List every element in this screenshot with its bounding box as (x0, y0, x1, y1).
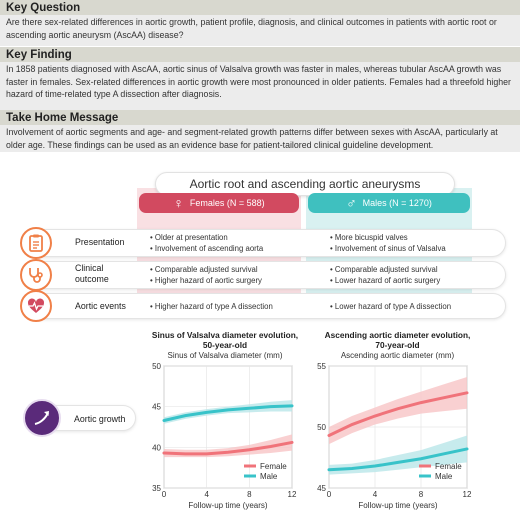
chart1-title: Sinus of Valsalva diameter evolution, 50-year-old (151, 330, 299, 350)
chart1-ylabel: Sinus of Valsalva diameter (mm) (167, 351, 283, 360)
chart1-ytick-label: 45 (152, 402, 161, 412)
key-question-text: Are there sex-related differences in aortic growth, patient profile, diagnosis, and clinical outcomes in patients with aortic root or ascending aortic aneurysm (AscAA) disease? (0, 15, 520, 46)
chart2-xlabel: Follow-up time (years) (358, 501, 438, 510)
chart2-xtick-label: 12 (462, 490, 472, 499)
male-presentation-1: • More bicuspid valves (330, 233, 408, 242)
chart2-xtick-label: 4 (372, 490, 378, 499)
figure-title: Aortic root and ascending aortic aneurysms (155, 172, 455, 196)
stethoscope-icon (20, 259, 52, 291)
take-home-heading: Take Home Message (0, 110, 520, 125)
female-outcome-2: • Higher hazard of aortic surgery (150, 276, 262, 285)
graphical-abstract (0, 152, 520, 513)
key-finding-heading: Key Finding (0, 47, 520, 62)
row-label-presentation: Presentation (75, 237, 125, 247)
row-label-aortic-growth: Aortic growth (74, 414, 126, 424)
row-label-clinical-outcome: Clinical outcome (75, 263, 109, 284)
key-finding-section (0, 47, 520, 110)
male-outcome-1: • Comparable adjusted survival (330, 265, 438, 274)
male-outcome-2: • Lower hazard of aortic surgery (330, 276, 441, 285)
males-header (308, 193, 470, 213)
row-label-aortic-events: Aortic events (75, 301, 126, 311)
trend-arrow-icon (23, 399, 61, 437)
females-header (139, 193, 299, 213)
chart2-ascending-aorta (305, 360, 475, 510)
chart2-xtick-label: 0 (326, 490, 332, 499)
key-question-section (0, 0, 520, 46)
chart1-legend-label: Female (260, 462, 287, 471)
female-presentation-2: • Involvement of ascending aorta (150, 244, 264, 253)
chart2-legend-label: Female (435, 462, 462, 471)
chart2-ytick-label: 50 (317, 423, 326, 432)
take-home-text: Involvement of aortic segments and age- and segment-related growth patterns differ between sexes with AscAA, particularly at older age. These findings can be used as an evidence base for patient-tailored clinical guideline development. (0, 125, 520, 162)
female-presentation-1: • Older at presentation (150, 233, 228, 242)
chart1-ytick-label: 35 (152, 484, 161, 493)
chart2-legend-label: Male (435, 472, 453, 481)
chart1-sinus-valsalva (140, 360, 300, 510)
chart2-ytick-label: 55 (317, 362, 326, 371)
female-symbol-icon: ♀ (173, 195, 184, 211)
chart2-ylabel: Ascending aortic diameter (mm) (340, 351, 455, 360)
heart-pulse-icon (20, 290, 52, 322)
key-question-heading: Key Question (0, 0, 520, 15)
chart1-xtick-label: 8 (247, 490, 252, 499)
male-events-1: • Lower hazard of type A dissection (330, 302, 452, 311)
chart1-ytick-label: 50 (152, 362, 161, 371)
chart1-xtick-label: 0 (161, 490, 167, 499)
clipboard-icon (20, 227, 52, 259)
chart2-title: Ascending aortic diameter evolution, 70-year-old (324, 330, 471, 350)
female-events-1: • Higher hazard of type A dissection (150, 302, 273, 311)
chart1-legend-label: Male (260, 472, 278, 481)
males-header-label: Males (N = 1270) (362, 198, 432, 208)
chart1-ytick-label: 40 (152, 443, 161, 453)
chart1-xtick-label: 12 (287, 490, 297, 499)
chart2-ytick-label: 45 (317, 484, 326, 493)
chart2-xtick-label: 8 (418, 490, 424, 499)
key-finding-text: In 1858 patients diagnosed with AscAA, aortic sinus of Valsalva growth was faster in males, whereas tubular AscAA growth was faster in females. Sex-related differences in aortic growth were most pronounced in older patients. Females had a threefold higher hazard of time-related type A dissection after diagnosis. (0, 62, 520, 110)
females-header-label: Females (N = 588) (189, 198, 265, 208)
female-outcome-1: • Comparable adjusted survival (150, 265, 258, 274)
chart1-xtick-label: 4 (204, 490, 209, 499)
male-presentation-2: • Involvement of sinus of Valsalva (330, 244, 446, 253)
chart1-xlabel: Follow-up time (years) (188, 501, 268, 510)
male-symbol-icon: ♂ (346, 195, 357, 211)
